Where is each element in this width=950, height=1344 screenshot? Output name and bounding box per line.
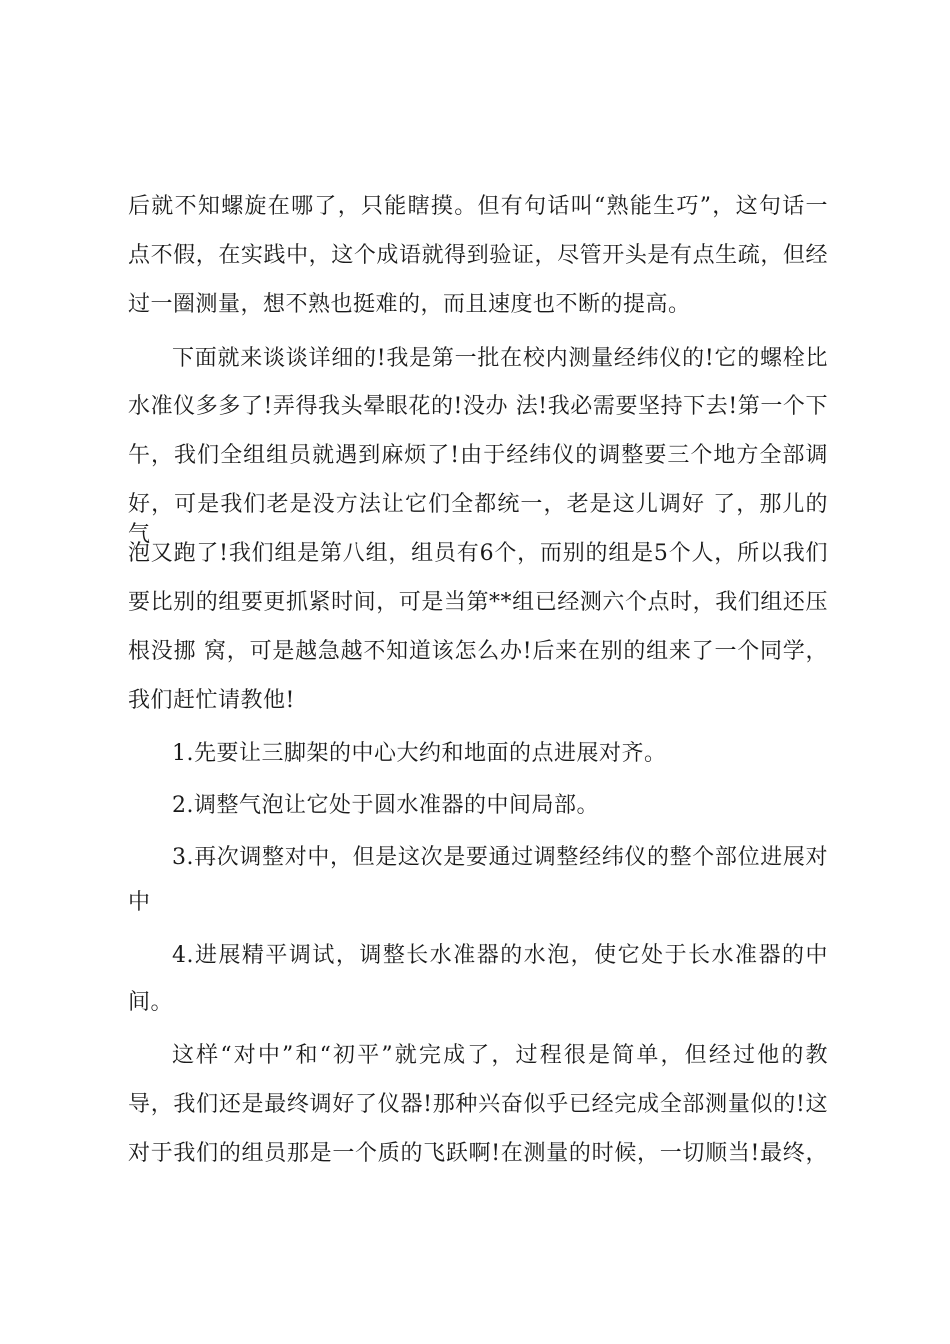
paragraph-2-line-2: 水准仪多多了!弄得我头晕眼花的!没办 法!我必需要坚持下去!第一个下 xyxy=(128,394,828,419)
paragraph-3-line-3: 对于我们的组员那是一个质的飞跃啊!在测量的时候，一切顺当!最终， xyxy=(128,1141,828,1166)
list-item-4-line-1: 4.进展精平调试，调整长水准器的水泡，使它处于长水准器的中 xyxy=(172,943,828,968)
list-item-3-line-2: 中 xyxy=(128,890,151,915)
list-item-2: 2.调整气泡让它处于圆水准器的中间局部。 xyxy=(172,793,599,818)
paragraph-2-line-4: 好，可是我们老是没方法让它们全都统一，老是这儿调好 了，那儿的气 xyxy=(128,492,828,547)
paragraph-1-line-1: 后就不知螺旋在哪了，只能瞎摸。但有句话叫“熟能生巧”，这句话一 xyxy=(128,194,828,219)
paragraph-2-line-1: 下面就来谈谈详细的!我是第一批在校内测量经纬仪的!它的螺栓比 xyxy=(172,346,828,371)
paragraph-2-line-5: 泡又跑了!我们组是第八组，组员有6个，而别的组是5个人，所以我们 xyxy=(128,541,828,566)
paragraph-3-line-2: 导，我们还是最终调好了仪器!那种兴奋似乎已经完成全部测量似的!这 xyxy=(128,1092,828,1117)
paragraph-1-line-3: 过一圈测量，想不熟也挺难的，而且速度也不断的提高。 xyxy=(128,292,691,317)
paragraph-2-line-8: 我们赶忙请教他! xyxy=(128,688,295,713)
paragraph-2-line-3: 午，我们全组组员就遇到麻烦了!由于经纬仪的调整要三个地方全部调 xyxy=(128,443,828,468)
paragraph-2-line-6: 要比别的组要更抓紧时间，可是当第**组已经测六个点时，我们组还压 xyxy=(128,590,828,615)
paragraph-2-line-7: 根没挪 窝，可是越急越不知道该怎么办!后来在别的组来了一个同学， xyxy=(128,639,828,664)
paragraph-1-line-2: 点不假，在实践中，这个成语就得到验证，尽管开头是有点生疏，但经 xyxy=(128,243,828,268)
list-item-4-line-2: 间。 xyxy=(128,990,174,1015)
paragraph-3-line-1: 这样“对中”和“初平”就完成了，过程很是简单，但经过他的教 xyxy=(172,1043,828,1068)
list-item-1: 1.先要让三脚架的中心大约和地面的点进展对齐。 xyxy=(172,741,667,766)
list-item-3-line-1: 3.再次调整对中，但是这次是要通过调整经纬仪的整个部位进展对 xyxy=(172,845,828,870)
